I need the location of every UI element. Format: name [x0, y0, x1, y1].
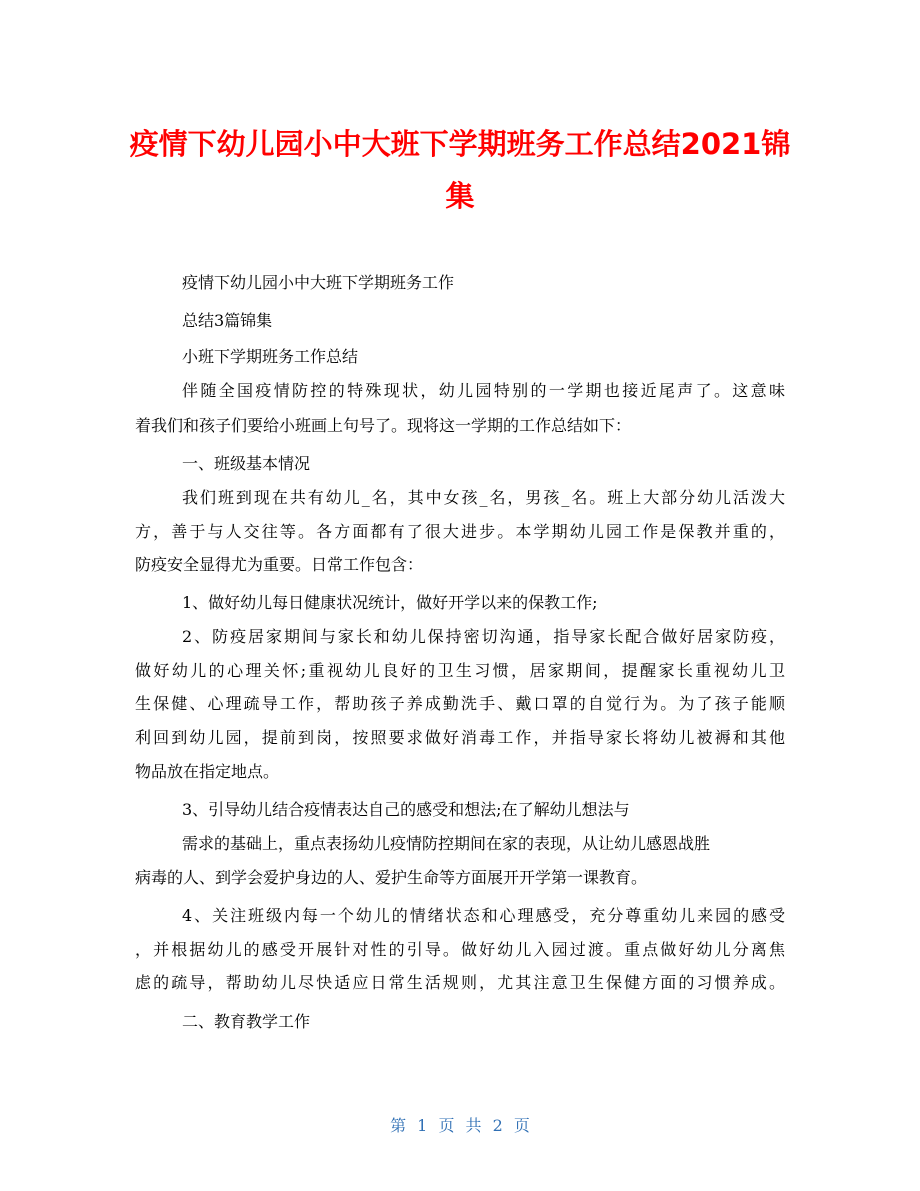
text-line: 着我们和孩子们要给小班画上句号了。现将这一学期的工作总结如下： — [135, 416, 632, 435]
list-item: 2、防疫居家期间与家长和幼儿保持密切沟通，指导家长配合做好居家防疫， — [182, 627, 785, 646]
text-line: 需求的基础上，重点表扬幼儿疫情防控期间在家的表现，从让幼儿感恩战胜 — [182, 834, 711, 853]
text-line: 生保健、心理疏导工作，帮助孩子养成勤洗手、戴口罩的自觉行为。为了孩子能顺 — [135, 694, 785, 713]
text-line: 利回到幼儿园，提前到岗，按照要求做好消毒工作，并指导家长将幼儿被褥和其他 — [135, 728, 785, 747]
text-line: 虑的疏导，帮助幼儿尽快适应日常生活规则，尤其注意卫生保健方面的习惯养成。 — [135, 973, 785, 992]
text-line: ，并根据幼儿的感受开展针对性的引导。做好幼儿入园过渡。重点做好幼儿分离焦 — [135, 940, 785, 959]
text-line: 小班下学期班务工作总结 — [182, 347, 359, 366]
text-line: 疫情下幼儿园小中大班下学期班务工作 — [182, 273, 455, 292]
list-item: 1、做好幼儿每日健康状况统计，做好开学以来的保教工作; — [182, 593, 598, 612]
text-line: 物品放在指定地点。 — [135, 762, 280, 781]
page-number-footer: 第 1 页 共 2 页 — [390, 1116, 530, 1135]
list-item: 4、关注班级内每一个幼儿的情绪状态和心理感受，充分尊重幼儿来园的感受 — [182, 906, 785, 925]
text-line: 病毒的人、到学会爱护身边的人、爱护生命等方面展开开学第一课教育。 — [135, 868, 648, 887]
section-heading: 二、教育教学工作 — [182, 1012, 311, 1031]
section-heading: 一、班级基本情况 — [182, 454, 311, 473]
list-item: 3、引导幼儿结合疫情表达自己的感受和想法;在了解幼儿想法与 — [182, 800, 630, 819]
document-title: 疫情下幼儿园小中大班下学期班务工作总结2021锦集 — [129, 127, 791, 213]
text-line: 防疫安全显得尤为重要。日常工作包含： — [135, 555, 424, 574]
text-line: 方，善于与人交往等。各方面都有了很大进步。本学期幼儿园工作是保教并重的， — [135, 522, 785, 541]
text-line: 总结3篇锦集 — [182, 311, 273, 330]
text-line: 我们班到现在共有幼儿_名，其中女孩_名，男孩_名。班上大部分幼儿活泼大 — [182, 488, 785, 507]
text-line: 伴随全国疫情防控的特殊现状，幼儿园特别的一学期也接近尾声了。这意味 — [182, 381, 785, 400]
text-line: 做好幼儿的心理关怀;重视幼儿良好的卫生习惯，居家期间，提醒家长重视幼儿卫 — [135, 661, 785, 680]
